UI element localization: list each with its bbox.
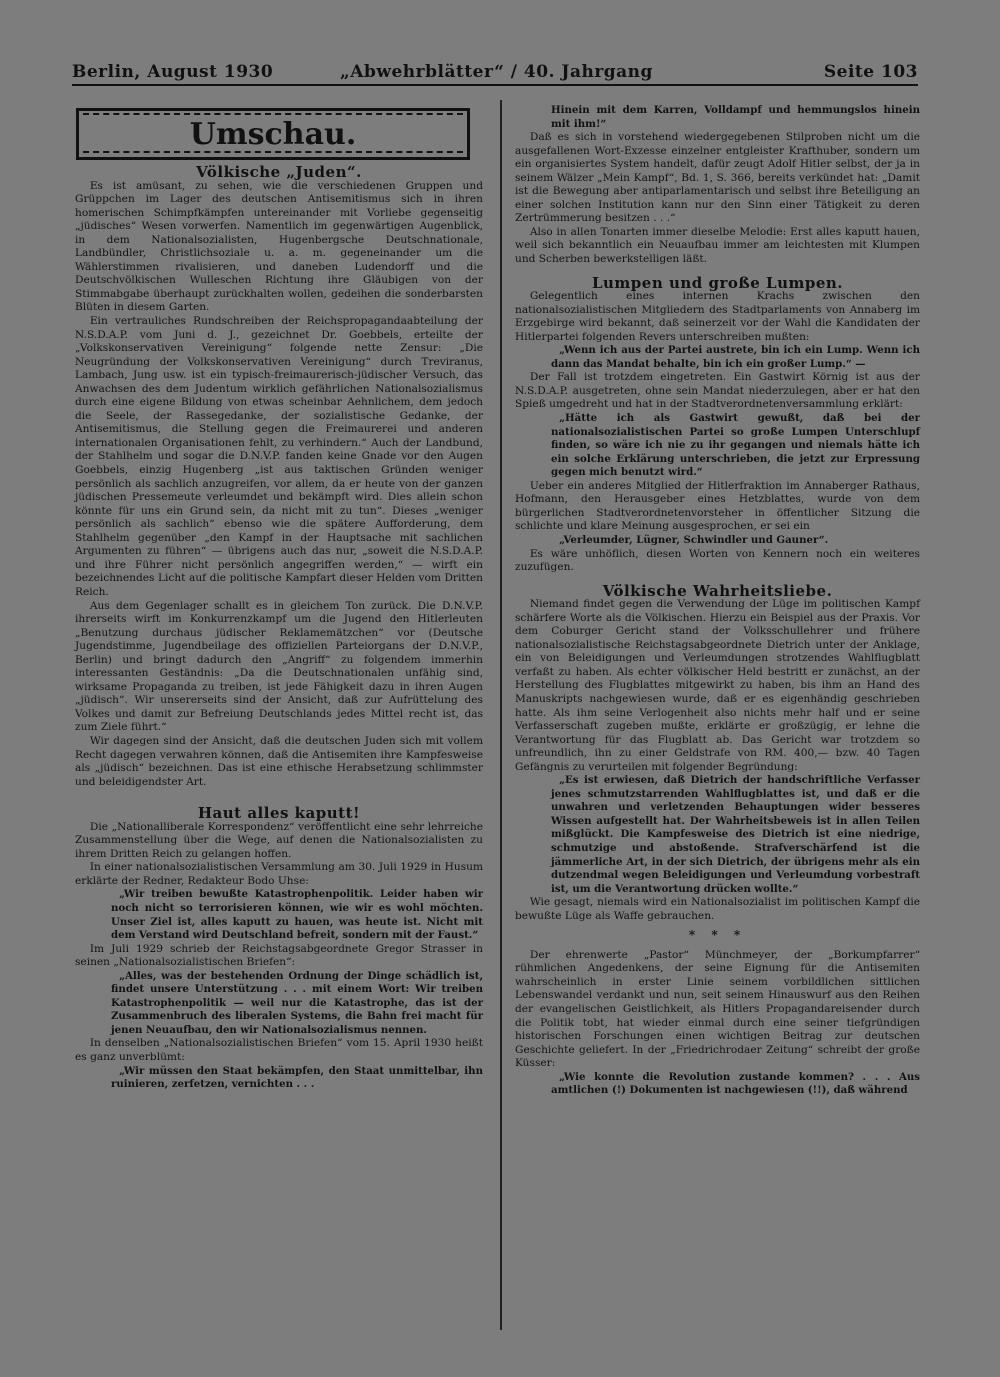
block-quote: „Verleumder, Lügner, Schwindler und Gauner“. xyxy=(559,533,829,546)
right-column xyxy=(515,104,920,1098)
paragraph: Daß es sich in vorstehend wiedergegebenen Stilproben nicht um die ausgefallenen Wort-Exzesse einzelner entgleister Krafthuber, sondern um ein organisiertes System handelt, dafür zeugt Adolf Hitler selbst, der ja in seinem Wälzer „Mein Kampf“, Bd. 1, S. 366, bereits verkündet hat: „Damit ist die Bewegung aber antiparlamentarisch und selbst ihre Beteiligung an einer solchen Institution kann nur den Sinn einer Tätigkeit zu deren Zertrümmerung besitzen . . .“ xyxy=(515,131,920,225)
paragraph: Ein vertrauliches Rundschreiben der Reichspropagandaabteilung der N.S.D.A.P. vom Juni d. J., gezeichnet Dr. Goebbels, erteilte der „Volkskonservativen Vereinigung“ folgende nette Zensur: „Die Neugründung der Volkskonservativen Vereinigung“ durch Treviranus, Lambach, Jung usw. ist ein typisch-freimaurerisch-jüdischer Versuch, das Anwachsen des dem Judentum wirklich gefährlichen Nationalsozialismus durch eine eigene Bildung von etwas scheinbar Aehnlichem, dem jedoch die Seele, der Rassegedanke, der sozialistische Gedanke, der Antisemitismus, die Stellung gegen die Freimaurerei und anderen internationalen Organisationen fehlt, zu verhindern.“ Auch der Landbund, der Stahlhelm und sogar die D.N.V.P. fanden keine Gnade vor den Augen Goebbels, einzig Hugenberg „ist aus taktischen Gründen weniger persönlich als sachlich anzugreifen, vor allem, da er heute von der ganzen jüdischen Pressemeute verleumdet und bekämpft wird. Dies allein schon könnte für uns ein Grund sein, da nicht mit zu tun“. Dieses „weniger persönlich als sachlich“ ebenso wie die spätere Aufforderung, dem Stahlhelm gegenüber „den Kampf in der Hauptsache mit sachlichen Argumenten zu führen“ — übrigens auch das nur, „soweit die N.S.D.A.P. und ihre Führer nicht persönlich angegriffen werden,“ — wirft ein bezeichnendes Licht auf die politische Kampfart dieser Helden vom Dritten Reich. xyxy=(75,315,483,598)
section-divider-stars: * * * xyxy=(688,928,747,943)
block-quote: „Wir treiben bewußte Katastrophenpolitik. Leider haben wir noch nicht so terrorisieren können, wie wir es wohl möchten. Unser Ziel ist, alles kaputt zu hauen, was heute ist. Nicht mit dem Verstand wird Deutschland befreit, sondern mit der Faust.“ xyxy=(111,888,483,942)
paragraph: Die „Nationalliberale Korrespondenz“ veröffentlicht eine sehr lehrreiche Zusammenstellung über die Wege, auf denen die Nationalsozialisten zu ihrem Dritten Reich zu gelangen hoffen. xyxy=(75,820,483,860)
paragraph: Wir dagegen sind der Ansicht, daß die deutschen Juden sich mit vollem Recht dagegen verwahren können, daß die Antisemiten ihre Kampfesweise als „jüdisch“ bezeichnen. Das ist eine ethische Herabsetzung schlimmster und beleidigendster Art. xyxy=(75,734,483,788)
header-rule xyxy=(72,84,918,86)
block-quote: „Wenn ich aus der Partei austrete, bin ich ein Lump. Wenn ich dann das Mandat behalte, bin ich ein großer Lump.“ — xyxy=(551,344,920,370)
heading-haut-alles-kaputt: Haut alles kaputt! xyxy=(197,804,361,823)
place-date: Berlin, August 1930 xyxy=(72,62,274,82)
block-quote: „Wir müssen den Staat bekämpfen, den Staat unmittelbar, ihn ruinieren, zerfetzen, vernichten . . . xyxy=(111,1064,483,1091)
heading-lumpen: Lumpen und große Lumpen. xyxy=(591,273,844,292)
heading-voelkische-juden: Völkische „Juden“. xyxy=(196,163,362,181)
column-rule xyxy=(500,100,502,1330)
paragraph: Der ehrenwerte „Pastor“ Münchmeyer, der „Borkumpfarrer“ rühmlichen Angedenkens, der seine Eignung für die Antisemiten wahrscheinlich in erster Linie seinem vorbildlichen sittlichen Lebenswandel verdankt und nun, seit seinem Hinauswurf aus den Reihen der evangelischen Geistlichkeit, als Hitlers Propagandareisender durch die Politik tobt, hat wieder einmal durch eine seiner tiefgründigen historischen Forschungen einen wichtigen Beitrag zur deutschen Geschichte geliefert. In der „Friedrichrodaer Zeitung“ schreibt der große Küsser: xyxy=(515,948,920,1070)
paragraph: Der Fall ist trotzdem eingetreten. Ein Gastwirt Körnig ist aus der N.S.D.A.P. ausgetreten, ohne sein Mandat niederzulegen, aber er hat den Spieß umgedreht und hat in der Stadtverordnetenversammlung erklärt: xyxy=(515,371,920,411)
paragraph: Gelegentlich eines internen Krachs zwischen den nationalsozialistischen Mitgliedern des Stadtparlaments von Annaberg im Erzgebirge wird bekannt, daß seinerzeit vor der Wahl die Kandidaten der Hitlerpartei folgenden Revers unterschreiben mußten: xyxy=(515,290,920,343)
paragraph: Es ist amüsant, zu sehen, wie die verschiedenen Gruppen und Grüppchen im Lager des deutschen Antisemitismus sich in ihren homerischen Schimpfkämpfen untereinander mit Vorliebe gegenseitig „jüdisches“ Wesen vorwerfen. Namentlich im gegenwärtigen Augenblick, in dem Nationalsozialisten, Hugenbergsche Deutschnationale, Landbündler, Christlichsoziale u. a. m. gegeneinander um die Wählerstimmen rivalisieren, und daneben Ludendorff und die Deutschvölkischen Wulleschen Richtung ihre Gläubigen von der Stimmabgabe überhaupt zurückhalten wollen, gedeihen die sonderbarsten Blüten in diesem Garten. xyxy=(75,179,483,314)
paragraph: Wie gesagt, niemals wird ein Nationalsozialist im politischen Kampf die bewußte Lüge als Waffe gebrauchen. xyxy=(515,896,920,922)
heading-wahrheitsliebe: Völkische Wahrheitsliebe. xyxy=(602,581,833,600)
block-quote: „Hätte ich als Gastwirt gewußt, daß bei der nationalsozialistischen Partei so große Lumpen Unterschlupf finden, so wäre ich nie zu ihr gegangen und niemals hätte ich ein solche Erklärung unterschrieben, die jetzt zur Erpressung gegen mich benutzt wird.“ xyxy=(551,412,920,479)
paragraph: In denselben „Nationalsozialistischen Briefen“ vom 15. April 1930 heißt es ganz unverblümt: xyxy=(75,1037,483,1063)
block-quote: Hinein mit dem Karren, Volldampf und hemmungslos hinein mit ihm!“ xyxy=(551,104,920,130)
paragraph: Im Juli 1929 schrieb der Reichstagsabgeordnete Gregor Strasser in seinen „Nationalsozialistischen Briefen“: xyxy=(75,942,483,969)
publication-title: „Abwehrblätter“ / 40. Jahrgang xyxy=(340,62,653,82)
paragraph: Aus dem Gegenlager schallt es in gleichem Ton zurück. Die D.N.V.P. ihrerseits wirft im Konkurrenzkampf um die Jugend den Hitlerleuten „Benutzung durchaus jüdischer Reklamemätzchen“ vor (Deutsche Jugendstimme, Jugendbeilage des offiziellen Parteiorgans der D.N.V.P., Berlin) und bringt dadurch den „Angriff“ zu folgendem immerhin interessanten Geständnis: „Da die Deutschnationalen unfähig sind, wirksame Propaganda zu treiben, ist jede Fähigkeit dazu in ihren Augen „jüdisch“. Wir unsererseits sind der Ansicht, daß zur Aufrüttelung des Volkes und damit zur Befreiung Deutschlands jedes Mittel recht ist, das zum Ziele führt.“ xyxy=(75,599,483,734)
section-masthead xyxy=(76,108,470,160)
block-quote: „Alles, was der bestehenden Ordnung der Dinge schädlich ist, findet unsere Unterstützung . . . mit einem Wort: Wir treiben Katastrophenpolitik — weil nur die Katastrophe, das ist der Zusammenbruch des liberalen Systems, die Bahn frei macht für jenen Neuaufbau, den wir Nationalsozialismus nennen. xyxy=(111,969,483,1036)
paragraph: Also in allen Tonarten immer dieselbe Melodie: Erst alles kaputt hauen, weil sich bekanntlich ein Neuaufbau immer am leichtesten mit Klumpen und Scherben bewerkstelligen läßt. xyxy=(515,225,920,266)
paragraph: Es wäre unhöflich, diesen Worten von Kennern noch ein weiteres zuzufügen. xyxy=(515,547,920,574)
paragraph: In einer nationalsozialistischen Versammlung am 30. Juli 1929 in Husum erklärte der Redner, Redakteur Bodo Uhse: xyxy=(75,861,483,887)
paragraph: Niemand findet gegen die Verwendung der Lüge im politischen Kampf schärfere Worte als die Völkischen. Hierzu ein Beispiel aus der Praxis. Vor dem Coburger Gericht stand der Volksschullehrer und frühere nationalsozialistische Reichstagsabgeordnete Dietrich unter der Anklage, ein von Beleidigungen und Verleumdungen strotzendes Wahlflugblatt verfaßt zu haben. Als echter völkischer Held bestritt er zunächst, an der Herstellung des Flugblattes mitgewirkt zu haben, bis ihm an Hand des Manuskripts nachgewiesen wurde, daß er es eigenhändig geschrieben hatte. Als ihm seine Verlogenheit also nichts mehr half und er seine Verfasserschaft zugeben mußte, erklärte er großzügig, er lehne die Verantwortung für das Flugblatt ab. Das Gericht war trotzdem so unfreundlich, ihn zu einer Geldstrafe von RM. 400,— bzw. 40 Tagen Gefängnis zu verurteilen mit folgender Begründung: xyxy=(515,598,920,773)
paragraph: Ueber ein anderes Mitglied der Hitlerfraktion im Annaberger Rathaus, Hofmann, den Herausgeber eines Hetzblattes, wurde von dem bürgerlichen Stadtverordnetenvorsteher in öffentlicher Sitzung die schlichte und klare Meinung ausgesprochen, er sei ein xyxy=(515,479,920,533)
left-column xyxy=(75,163,483,1092)
masthead-title: Umschau. xyxy=(189,116,357,152)
block-quote: „Wie konnte die Revolution zustande kommen? . . . Aus amtlichen (!) Dokumenten ist nachgewiesen (!!), daß während xyxy=(551,1070,920,1097)
page-number: Seite 103 xyxy=(823,62,918,82)
block-quote: „Es ist erwiesen, daß Dietrich der handschriftliche Verfasser jenes schmutzstarrenden Wahlflugblattes ist, und daß er die unwahren und verletzenden Behauptungen wider besseres Wissen aufgestellt hat. Der Wahrheitsbeweis ist in allen Teilen mißglückt. Die Kampfesweise des Dietrich ist eine niedrige, schmutzige und abstoßende. Strafverschärfend ist die jämmerliche Art, in der sich Dietrich, der übrigens mehr als ein dutzendmal wegen Beleidigungen und Verleumdung vorbestraft ist, um die Verantwortung drücken wollte.“ xyxy=(551,774,920,895)
